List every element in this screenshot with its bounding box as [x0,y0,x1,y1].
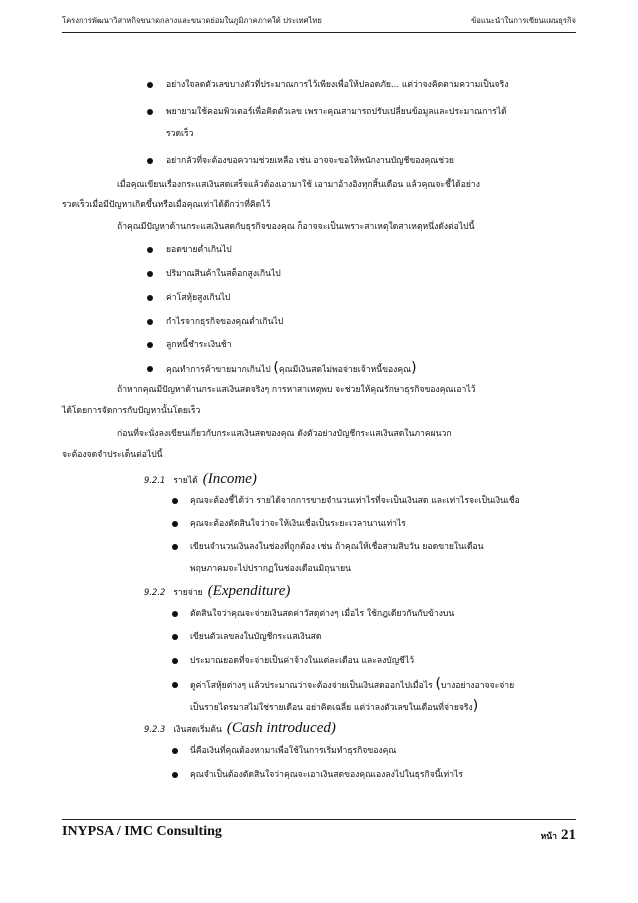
page-label: หน้า [540,832,557,842]
bullet-dot [172,748,178,754]
expenditure-bullet-3: ประมาณยอดที่จะจ่ายเป็นค่าจ้างในแต่ละเดือน และลงบัญชีไว้ [190,656,415,666]
cause-item-4: กำไรจากธุรกิจของคุณต่ำเกินไป [166,317,284,327]
close-paren: ) [472,698,479,714]
income-bullet-3-continuation: พฤษภาคมจะไปปรากฏในช่องเดือนมิถุนายน [190,564,352,574]
cause-item-3: ค่าโสหุ้ยสูงเกินไป [166,293,231,303]
bullet-dot [172,544,178,550]
section-title-english: (Expenditure) [207,583,291,599]
paragraph-3-line-2: ได้โดยการจัดการกับปัญหานั้นโดยเร็ว [62,406,201,416]
top-bullet-1: อย่างใจลดตัวเลขบางตัวที่ประมาณการไว้เพียงเพื่อให้ปลอดภัย... แต่ว่าจงคิดตามความเป็นจริง [166,80,509,90]
page-footer [62,819,576,842]
bullet-dot [147,271,153,277]
bullet-dot [172,772,178,778]
cause-item-1: ยอดขายต่ำเกินไป [166,245,232,255]
bullet-dot [172,682,178,688]
income-bullet-2: คุณจะต้องตัดสินใจว่าจะให้เงินเชื่อเป็นระยะเวลานานเท่าไร [190,519,406,529]
paragraph-3-line-1: ถ้าหากคุณมีปัญหาด้านกระแสเงินสดจริงๆ การหาสาเหตุพบ จะช่วยให้คุณรักษาธุรกิจของคุณเอาไว้ [117,385,476,395]
income-bullet-3: เขียนจำนวนเงินลงในช่องที่ถูกต้อง เช่น ถ้าคุณให้เชื่อสามสิบวัน ยอดขายในเดือน [190,542,484,552]
bullet-dot [147,319,153,325]
cause-item-6-text: คุณทำการค้าขายมากเกินไป [166,365,271,375]
expenditure-bullet-1: ตัดสินใจว่าคุณจะจ่ายเงินสดค่าวัสดุต่างๆ เมื่อไร ใช้กฎเดียวกันกับข้างบน [190,609,455,619]
header-document-title: ข้อแนะนำในการเขียนแผนธุรกิจ [471,16,576,25]
section-number: 9.2.3 [144,724,166,734]
section-title-thai: รายได้ [173,476,198,486]
expenditure-bullet-4-continuation-text: เป็นรายไตรมาสไม่ใช่รายเดือน อย่าคิดเฉลี่ย แต่ว่าลงตัวเลขในเดือนที่จ่ายจริง [190,703,473,713]
section-title-english: (Cash introduced) [226,720,336,736]
open-paren: ( [435,676,441,692]
bullet-dot [172,611,178,617]
section-title-thai: รายจ่าย [173,588,203,598]
paragraph-4-line-2: จะต้องจดจำประเด็นต่อไปนี้ [62,450,163,460]
section-heading-income [144,470,257,490]
section-number: 9.2.2 [144,587,166,597]
cause-item-6 [166,359,417,379]
header-project-title: โครงการพัฒนาวิสาหกิจขนาดกลางและขนาดย่อมในภูมิภาคภาคใต้ ประเทศไทย [62,16,322,25]
section-number: 9.2.1 [144,475,166,485]
footer-page [541,824,576,844]
bullet-dot [172,521,178,527]
bullet-dot [147,295,153,301]
section-title-english: (Income) [202,471,257,487]
cause-item-5: ลูกหนี้ชำระเงินช้า [166,340,232,350]
top-bullet-2-continuation: รวดเร็ว [166,129,194,139]
cash-introduced-bullet-2: คุณจำเป็นต้องตัดสินใจว่าคุณจะเอาเงินสดของคุณเองลงไปในธุรกิจนี้เท่าไร [190,770,463,780]
expenditure-bullet-4 [190,675,514,695]
bullet-dot [172,658,178,664]
paragraph-2: ถ้าคุณมีปัญหาด้านกระแสเงินสดกับธุรกิจของคุณ ก็อาจจะเป็นเพราะสาเหตุใดสาเหตุหนึ่งดังต่อไปนี้ [117,222,475,232]
section-heading-expenditure [144,582,290,602]
bullet-dot [172,498,178,504]
bullet-dot [147,109,153,115]
top-bullet-2: พยายามใช้คอมพิวเตอร์เพื่อคิดตัวเลข เพราะคุณสามารถปรับเปลี่ยนข้อมูลและประมาณการได้ [166,107,507,117]
cause-item-2: ปริมาณสินค้าในสต็อกสูงเกินไป [166,269,281,279]
expenditure-bullet-2: เขียนตัวเลขลงในบัญชีกระแสเงินสด [190,632,322,642]
cash-introduced-bullet-1: นี่คือเงินที่คุณต้องหามาเพื่อใช้ในการเริ่มทำธุรกิจของคุณ [190,746,397,756]
cause-item-6-note: คุณมีเงินสดไม่พอจ่ายเจ้าหนี้ของคุณ [278,365,412,375]
bullet-dot [147,366,153,372]
bullet-dot [147,247,153,253]
top-bullet-3: อย่ากลัวที่จะต้องขอความช่วยเหลือ เช่น อาจจะขอให้พนักงานบัญชีของคุณช่วย [166,156,454,166]
page-number: 21 [561,827,576,843]
bullet-dot [147,342,153,348]
income-bullet-1: คุณจะต้องชี้ได้ว่า รายได้จากการขายจำนวนเท่าไรที่จะเป็นเงินสด และเท่าไรจะเป็นเงินเชื่อ [190,496,520,506]
expenditure-bullet-4-note: บางอย่างอาจจะจ่าย [440,681,515,691]
open-paren: ( [273,360,279,376]
section-title-thai: เงินสดเริ่มต้น [173,725,222,735]
paragraph-4-line-1: ก่อนที่จะนั่งลงเขียนเกี่ยวกับกระแสเงินสดของคุณ ดังตัวอย่างบัญชีกระแสเงินสดในภาคผนวก [117,429,452,439]
expenditure-bullet-4-continuation [190,697,478,717]
close-paren: ) [411,360,417,376]
paragraph-1-line-2: รวดเร็วเมื่อมีปัญหาเกิดขึ้นหรือเมื่อคุณเท่าได้ดีกว่าที่คิดไว้ [62,200,271,210]
bullet-dot [147,158,153,164]
bullet-dot [147,82,153,88]
expenditure-bullet-4-text: ดูค่าโสหุ้ยต่างๆ แล้วประมาณว่าจะต้องจ่ายเป็นเงินสดออกไปเมื่อไร [190,681,433,691]
paragraph-1-line-1: เมื่อคุณเขียนเรื่องกระแสเงินสดเสร็จแล้วต้องเอามาใช้ เอามาอ้างอิงทุกสิ้นเดือน แล้วคุณจะชี้ได้อย่าง [117,180,480,190]
section-heading-cash-introduced [144,719,336,739]
page-header [62,14,576,33]
bullet-dot [172,634,178,640]
footer-company: INYPSA / IMC Consulting [62,824,222,839]
